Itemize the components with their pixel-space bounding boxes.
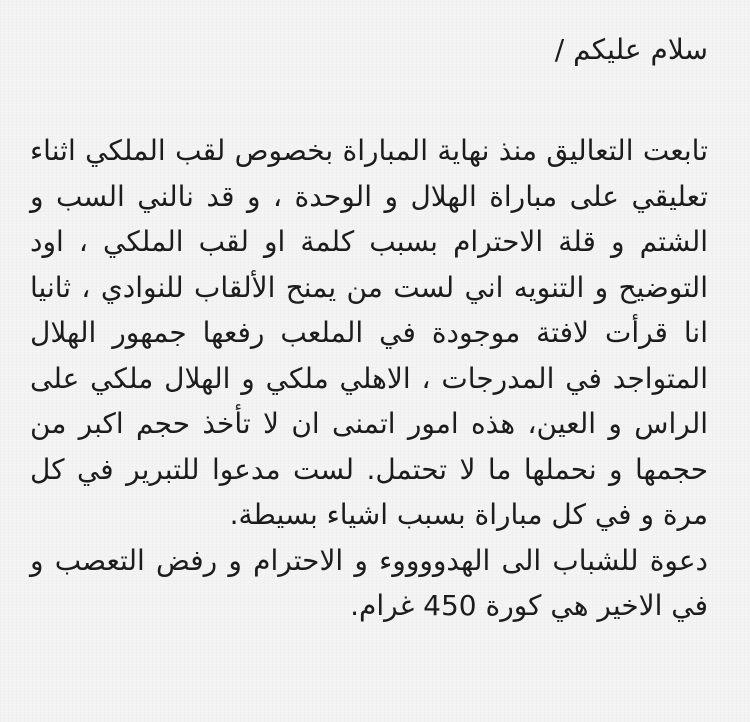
body-line-11: في الاخير هي كورة 450 غرام.: [350, 589, 708, 622]
body-line-10: دعوة للشباب الى الهدووووء و الاحترام و رفض التعصب و: [30, 543, 708, 577]
body-line-4: التوضيح و التنويه اني لست من يمنح الألقاب للنوادي ، ثانيا: [30, 270, 708, 304]
body-line-5: انا قرأت لافتة موجودة في الملعب رفعها جمهور الهلال: [30, 316, 708, 349]
body-line-7: الراس و العين، هذه امور اتمنى ان لا تأخذ حجم اكبر من: [30, 407, 708, 440]
body-line-3: الشتم و قلة الاحترام بسبب كلمة او لقب الملكي ، اود: [30, 225, 708, 258]
body-line-8: حجمها و نحملها ما لا تحتمل. لست مدعوا للتبرير في كل: [30, 452, 708, 486]
body-line-6: المتواجد في المدرجات ، الاهلي ملكي و الهلال ملكي على: [30, 361, 708, 395]
body-line-1: تابعت التعاليق منذ نهاية المباراة بخصوص لقب الملكي اثناء: [30, 134, 708, 167]
paragraph-gap: [30, 70, 708, 128]
body-line-2: تعليقي على مباراة الهلال و الوحدة ، و قد نالني السب و: [30, 179, 708, 213]
body-line-9: مرة و في كل مباراة بسبب اشياء بسيطة.: [229, 498, 708, 531]
greeting-line: سلام عليكم /: [554, 33, 708, 66]
note-body: [30, 128, 708, 629]
